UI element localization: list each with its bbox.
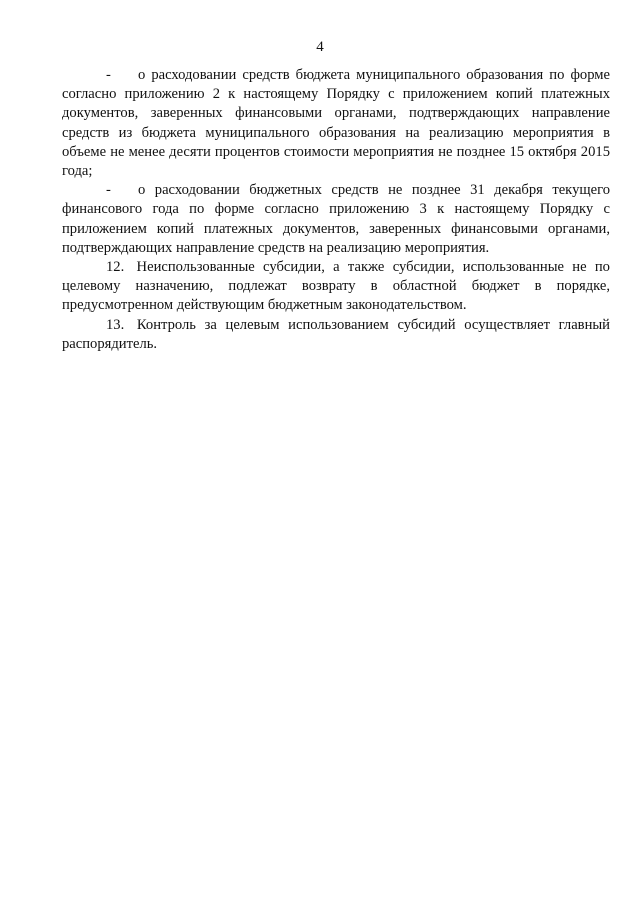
paragraph-item-13 bbox=[62, 316, 610, 354]
paragraph-text: о расходовании бюджетных средств не позднее 31 декабря текущего финансового года по форме согласно приложению 3 к настоящему Порядку с приложением копий платежных документов, заверенных финансовыми органами, подтверждающих направление средств на реализацию мероприятия. bbox=[62, 182, 610, 256]
paragraph-text: Контроль за целевым использованием субсидий осуществляет главный распорядитель. bbox=[62, 316, 610, 352]
page-number: 4 bbox=[316, 39, 324, 55]
item-number: 13. bbox=[106, 316, 125, 333]
document-body bbox=[62, 66, 610, 354]
list-dash: - bbox=[106, 182, 111, 199]
list-dash: - bbox=[106, 67, 111, 83]
item-number: 12. bbox=[106, 259, 125, 276]
paragraph-text: Неиспользованные субсидии, а также субсидии, использованные не по целевому назначению, подлежат возврату в областной бюджет в порядке, предусмотренном действующим бюджетным законодательством. bbox=[62, 259, 610, 314]
paragraph-report-municipal-budget bbox=[62, 66, 610, 181]
paragraph-text: о расходовании средств бюджета муниципального образования по форме согласно приложению 2 к настоящему Порядку с приложением копий платежных документов, заверенных финансовыми органами, подтверждающих направление средств из бюджета муниципального образования на реализацию мероприятия в объеме не менее десяти процентов стоимости мероприятия не позднее 15 октября 2015 года; bbox=[62, 67, 610, 180]
paragraph-item-12 bbox=[62, 258, 610, 316]
paragraph-report-budget-funds bbox=[62, 181, 610, 258]
